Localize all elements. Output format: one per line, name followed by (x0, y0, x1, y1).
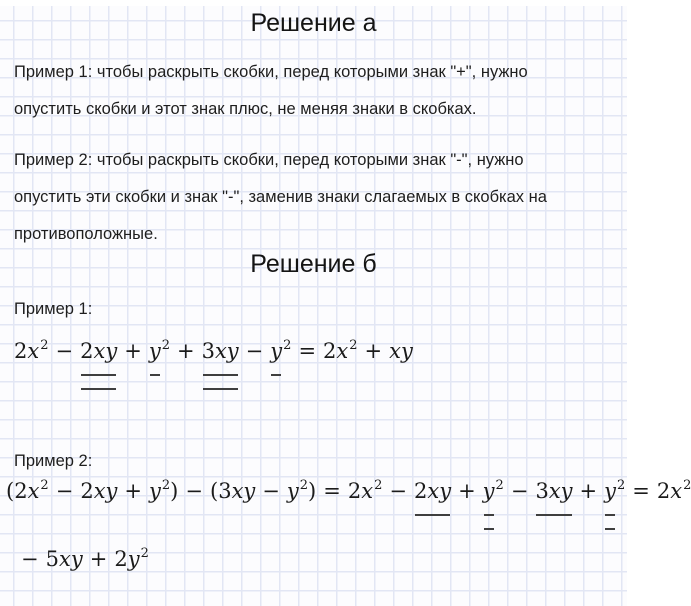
math-term: 2xy (80, 479, 118, 503)
math-operator: + (89, 547, 108, 571)
text-line: противоположные. (14, 225, 158, 243)
math-term: $y^2$ (483, 475, 504, 511)
solution-page (0, 6, 691, 606)
math-operator: − (262, 479, 280, 503)
example-2-label: Пример 2: (14, 452, 93, 470)
math-operator: = (298, 339, 317, 363)
math-term: 3xy (202, 335, 239, 367)
math-operator: = (632, 479, 650, 503)
section-a-heading: Решение а (250, 9, 377, 37)
math-operator: + (364, 339, 383, 363)
math-operator: − (55, 339, 74, 363)
text-line: Пример 1: чтобы раскрыть скобки, перед которыми знак "+", нужно (14, 63, 528, 81)
math-term: $2x^2$ (323, 338, 358, 363)
text-line: опустить эти скобки и знак "-", заменив знаки слагаемых в скобках на (14, 188, 547, 206)
section-a-paragraph-2 (14, 142, 613, 253)
example-2-formula-line-2 (14, 543, 613, 579)
math-operator: + (579, 479, 598, 503)
math-term: $y^2$) (286, 478, 317, 503)
math-term: (3xy (209, 479, 256, 503)
math-term: $2x^2$ (656, 478, 691, 503)
math-term: $2x^2$ (14, 338, 49, 363)
math-operator: − (245, 339, 264, 363)
math-term: 5xy (45, 547, 83, 571)
math-term: ($2x^2$ (6, 478, 49, 503)
math-operator: − (21, 547, 39, 571)
example-1-formula (14, 335, 613, 371)
section-b-heading: Решение б (250, 250, 377, 278)
math-term: $y^2$ (604, 475, 625, 511)
math-term: $2y^2$ (114, 546, 149, 571)
math-term: $y^2$) (149, 478, 179, 503)
math-operator: + (124, 339, 142, 363)
math-term: 2xy (80, 335, 117, 367)
math-operator: − (185, 479, 203, 503)
math-term: 3xy (535, 475, 572, 507)
math-term: $y^2$ (270, 335, 291, 371)
math-operator: + (176, 339, 195, 363)
math-operator: − (510, 479, 529, 503)
math-operator: − (389, 479, 407, 503)
math-term: xy (389, 339, 413, 363)
math-operator: + (124, 479, 143, 503)
math-operator: = (323, 479, 341, 503)
section-a-paragraph-1 (14, 54, 613, 128)
example-1-label: Пример 1: (14, 300, 93, 318)
text-line: Пример 2: чтобы раскрыть скобки, перед которыми знак "-", нужно (14, 151, 524, 169)
math-term: $2x^2$ (347, 478, 383, 503)
example-2-formula-line-1 (6, 475, 691, 511)
math-operator: + (458, 479, 476, 503)
math-term: 2xy (414, 475, 451, 507)
text-line: опустить скобки и этот знак плюс, не меняя знаки в скобках. (14, 100, 477, 118)
math-operator: − (55, 479, 74, 503)
math-term: $y^2$ (149, 335, 170, 371)
